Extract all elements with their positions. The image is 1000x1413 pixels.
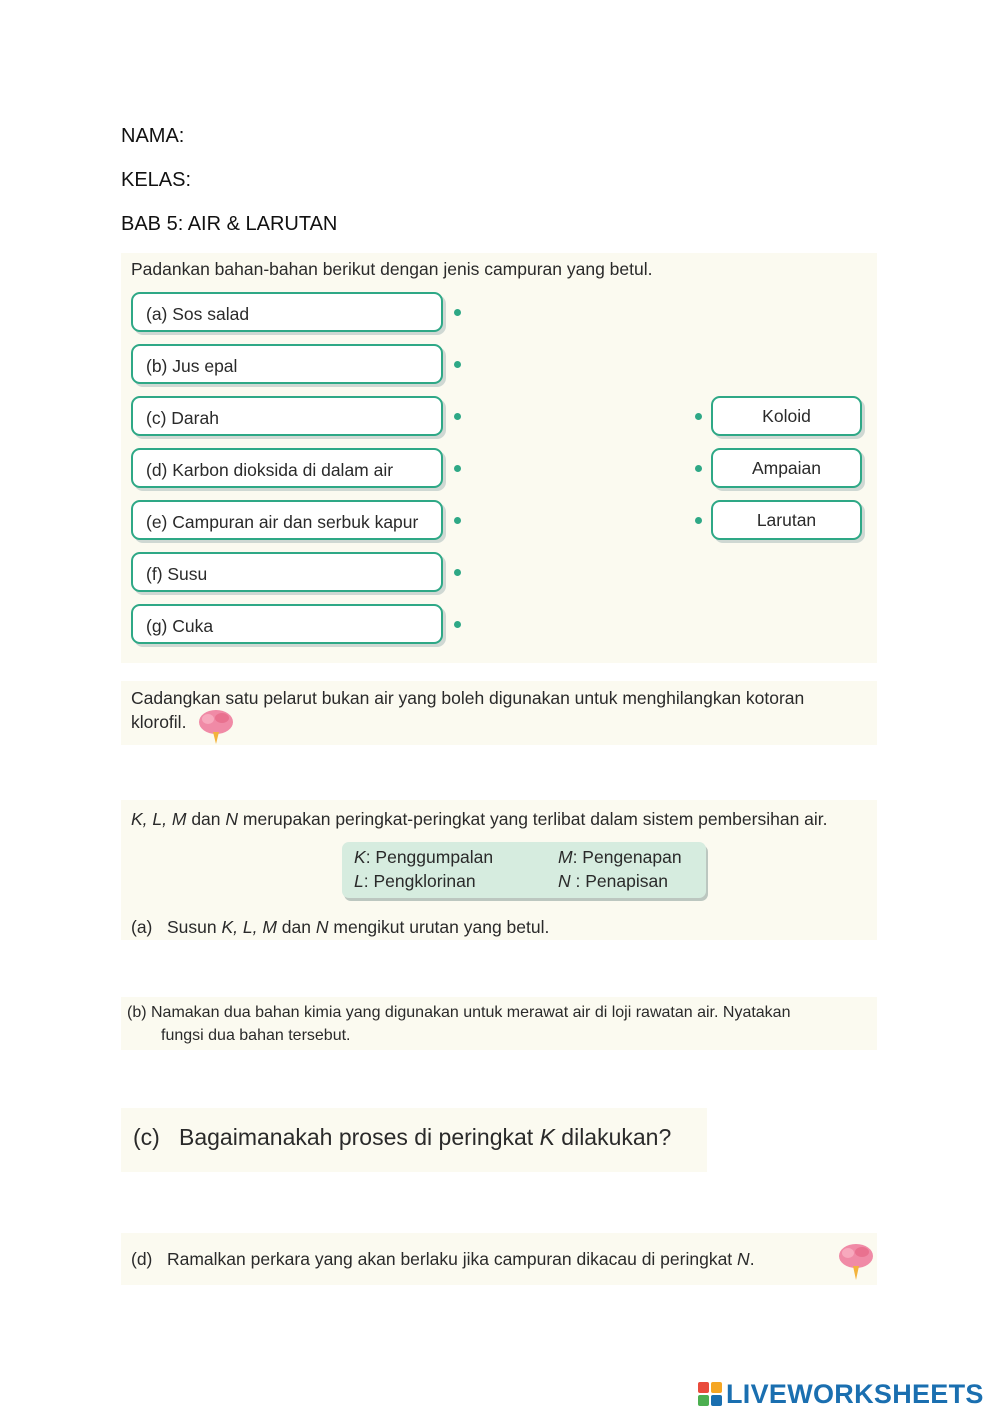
item-c-connector-dot[interactable] [454,413,461,420]
intro-rest: merupakan peringkat-peringkat yang terlibat dalam sistem pembersihan air. [242,809,828,829]
larutan-connector-dot[interactable] [695,517,702,524]
part-b-line1: (b) Namakan dua bahan kimia yang digunakan untuk merawat air di loji rawatan air. Nyatakan [127,1004,791,1021]
part-d-suffix: . [749,1249,755,1269]
item-jus-epal[interactable]: (b) Jus epal [131,344,443,384]
intro-n: N [225,809,239,829]
stage-m-name: : Pengenapan [572,847,682,867]
part-b-line2: fungsi dua bahan tersebut. [161,1027,351,1044]
stage-k-letter: K [354,847,366,867]
item-darah[interactable]: (c) Darah [131,396,443,436]
part-c-suffix: dilakukan? [561,1124,672,1150]
part-a-n: N [315,917,329,937]
stage-l-name: : Pengklorinan [363,871,476,891]
part-a-question [131,915,549,939]
matching-instruction: Padankan bahan-bahan berikut dengan jenis campuran yang betul. [131,259,653,279]
item-karbon-dioksida[interactable]: (d) Karbon dioksida di dalam air [131,448,443,488]
item-susu[interactable]: (f) Susu [131,552,443,592]
stage-l [354,871,476,892]
stage-m-letter: M [558,847,573,867]
stage-k [354,847,493,868]
logo-badge-icon [698,1382,722,1406]
stage-n-letter: N [558,871,571,891]
item-b-connector-dot[interactable] [454,361,461,368]
intro-and: dan [191,809,221,829]
question2-line1: Cadangkan satu pelarut bukan air yang boleh digunakan untuk menghilangkan kotoran [131,688,805,708]
item-campuran-kapur[interactable]: (e) Campuran air dan serbuk kapur [131,500,443,540]
part-a-suffix: mengikut urutan yang betul. [333,917,550,937]
type-ampaian[interactable]: Ampaian [711,448,862,488]
part-d-question [131,1247,755,1271]
part-c-k: K [539,1124,555,1150]
type-koloid[interactable]: Koloid [711,396,862,436]
koloid-connector-dot[interactable] [695,413,702,420]
item-cuka[interactable]: (g) Cuka [131,604,443,644]
item-f-connector-dot[interactable] [454,569,461,576]
part-a-label: (a) [131,917,153,937]
item-e-connector-dot[interactable] [454,517,461,524]
name-label: NAMA: [121,125,185,147]
item-d-connector-dot[interactable] [454,465,461,472]
stage-l-letter: L [354,871,364,891]
part-a-letters: K, L, M [221,917,277,937]
brain-icon [836,1240,876,1282]
question3-intro [131,807,828,831]
stage-n [558,871,668,892]
part-d-prefix: Ramalkan perkara yang akan berlaku jika campuran dikacau di peringkat [166,1249,733,1269]
logo-text: LIVEWORKSHEETS [726,1378,984,1409]
brain-icon [196,706,236,746]
ampaian-connector-dot[interactable] [695,465,702,472]
intro-letters: K, L, M [131,809,187,829]
part-a-prefix: Susun [166,917,217,937]
stage-k-name: : Penggumpalan [365,847,494,867]
part-a-mid: dan [281,917,311,937]
part-c-label: (c) [133,1124,160,1150]
type-larutan[interactable]: Larutan [711,500,862,540]
stage-m [558,847,682,868]
part-c-prefix: Bagaimanakah proses di peringkat [179,1124,534,1150]
item-g-connector-dot[interactable] [454,621,461,628]
stage-n-name: : Penapisan [570,871,668,891]
question2-line2: klorofil. [131,712,187,732]
chapter-title: BAB 5: AIR & LARUTAN [121,213,338,235]
liveworksheets-logo[interactable] [698,1378,984,1410]
part-d-label: (d) [131,1249,153,1269]
item-sos-salad[interactable]: (a) Sos salad [131,292,443,332]
part-d-n: N [737,1249,750,1269]
part-c-question [133,1122,671,1152]
class-label: KELAS: [121,169,192,191]
item-a-connector-dot[interactable] [454,309,461,316]
